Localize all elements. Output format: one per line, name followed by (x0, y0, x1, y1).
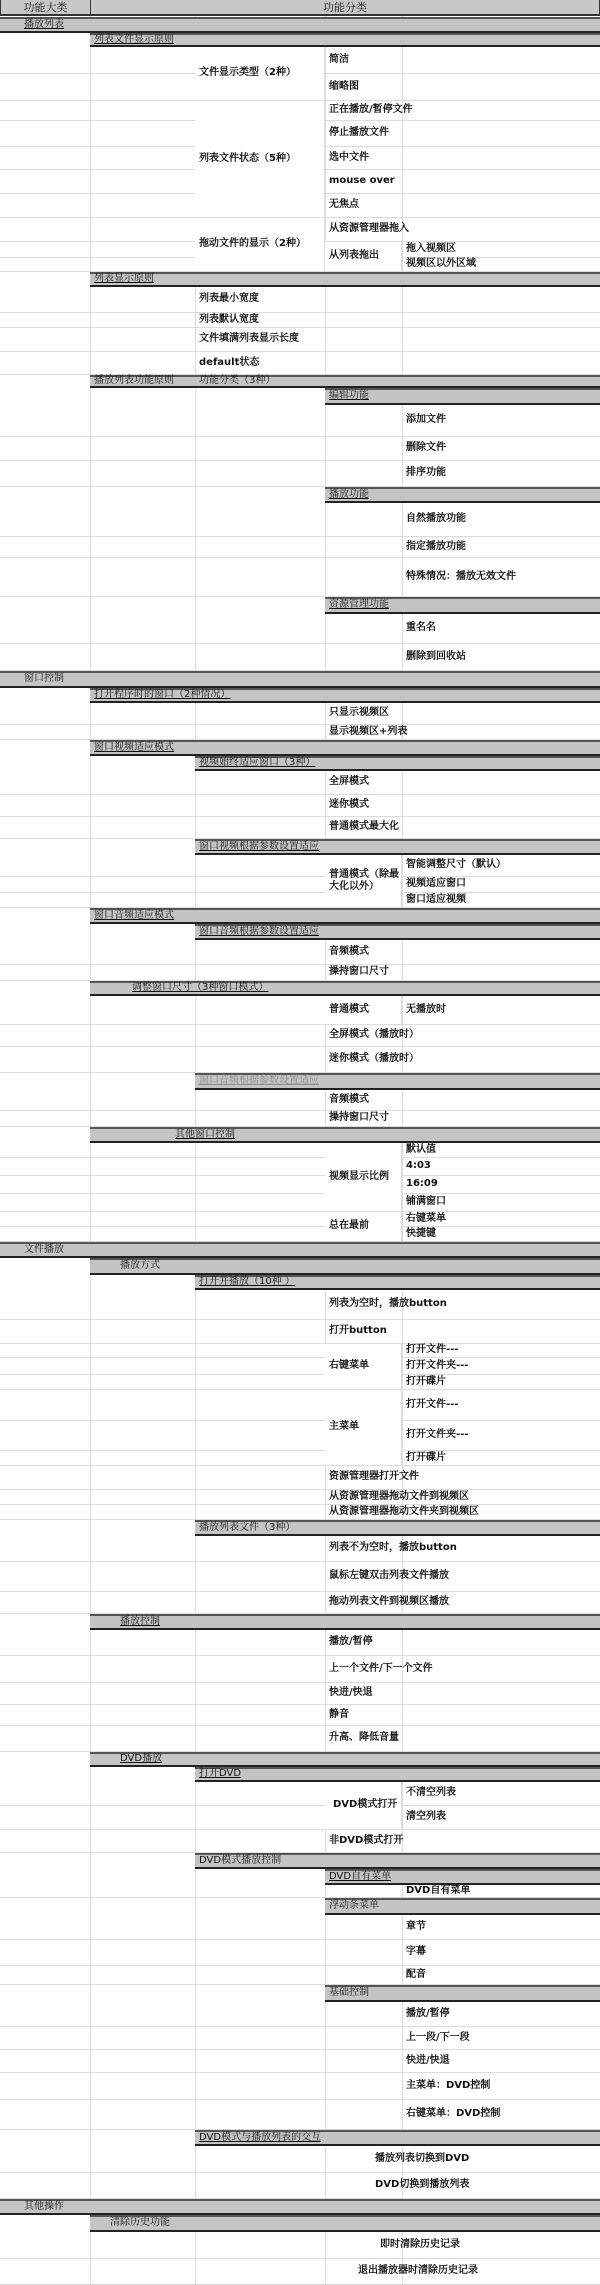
gridline (0, 1319, 325, 1320)
list-item[interactable] (325, 121, 600, 147)
cell-text: 视频始终适应窗口（3种） (199, 757, 316, 769)
cell-text: 配音 (406, 1968, 426, 1980)
list-item[interactable] (402, 2073, 600, 2100)
cell-text: 上一个文件/下一个文件 (329, 1662, 433, 1674)
cell-text: 操持窗口尺寸 (329, 966, 389, 978)
group-cell[interactable] (325, 1390, 402, 1466)
section-header[interactable] (90, 981, 600, 996)
cell-text: 播放/暂停 (329, 1636, 373, 1648)
section-header[interactable] (325, 1869, 600, 1885)
list-item[interactable] (325, 795, 600, 817)
list-item[interactable] (402, 1375, 600, 1390)
list-item[interactable] (325, 771, 600, 795)
list-item[interactable] (325, 1705, 600, 1726)
list-item[interactable] (325, 1025, 600, 1047)
list-item[interactable] (402, 437, 600, 461)
list-item[interactable] (402, 242, 600, 258)
column-header-category[interactable]: 功能大类 (0, 0, 91, 16)
gridline (0, 2072, 402, 2073)
cell-text: 打开button (329, 1325, 387, 1337)
section-label[interactable] (195, 375, 600, 388)
list-item[interactable] (402, 1421, 600, 1451)
cell-text: 操持窗口尺寸 (329, 1112, 389, 1124)
gridline (0, 1110, 325, 1111)
cell-text: 播放功能 (329, 488, 369, 500)
gridline (0, 312, 195, 313)
cell-text: 即时清除历史记录 (380, 2238, 460, 2250)
list-item[interactable] (402, 1344, 600, 1358)
cell-text: 从资源管理器拖动文件夹到视频区 (329, 1505, 479, 1517)
cell-text: 正在播放/暂停文件 (329, 104, 413, 116)
cell-text: 全屏模式（播放时） (329, 1029, 419, 1041)
list-item[interactable] (402, 2002, 600, 2027)
cell-text: 资源管理器打开文件 (329, 1471, 419, 1483)
cell-text: 4:03 (406, 1160, 431, 1172)
list-item[interactable] (325, 1830, 600, 1853)
cell-text: 打开程序时的窗口（2种情况） (94, 689, 231, 701)
list-item[interactable] (195, 287, 600, 313)
gridline (0, 1939, 402, 1940)
cell-text: 打开文件--- (406, 1398, 459, 1410)
list-item[interactable] (402, 1176, 600, 1194)
cell-text: 迷你模式（播放时） (329, 1053, 419, 1065)
list-item[interactable] (325, 725, 600, 740)
list-item[interactable] (325, 965, 600, 981)
cell-text: 文件显示类型（2种） (199, 67, 296, 79)
cell-text: 播放列表 (24, 18, 64, 30)
section-header[interactable] (325, 1985, 600, 2002)
list-item[interactable] (402, 2027, 600, 2050)
cell-text: 铺满窗口 (406, 1196, 446, 1208)
list-item[interactable] (325, 2259, 600, 2285)
cell-text: 调整窗口尺寸（3种窗口模式） (132, 982, 269, 994)
list-item[interactable] (325, 1466, 600, 1490)
list-item[interactable] (402, 461, 600, 487)
section-header[interactable] (90, 1258, 600, 1275)
cell-text: 无播放时 (406, 1003, 446, 1015)
list-item[interactable] (402, 1885, 600, 1898)
cell-text: 主菜单：DVD控制 (406, 2079, 491, 2091)
list-item[interactable] (325, 1683, 600, 1705)
gridline (0, 1561, 325, 1562)
list-item[interactable] (325, 1562, 600, 1592)
list-item[interactable] (325, 2232, 600, 2259)
list-item[interactable] (325, 1592, 600, 1614)
cell-text: 不清空列表 (406, 1787, 456, 1799)
section-header[interactable] (0, 2199, 600, 2215)
section-header[interactable] (0, 671, 600, 688)
cell-text: 从列表拖出 (329, 250, 379, 262)
cell-text: 只显示视频区 (329, 707, 389, 719)
cell-text: 播放列表文件（3种） (199, 1521, 296, 1533)
cell-text: mouse over (329, 175, 395, 187)
list-item[interactable] (325, 1630, 600, 1656)
cell-text: 音频模式 (329, 945, 369, 957)
cell-text: 鼠标左键双击列表文件播放 (329, 1570, 449, 1582)
section-header[interactable] (90, 2215, 600, 2232)
cell-text: 基础控制 (329, 1987, 369, 1999)
cell-text: 排序功能 (406, 467, 446, 479)
list-item[interactable] (402, 1915, 600, 1940)
list-item[interactable] (402, 1158, 600, 1176)
cell-text: 编辑功能 (329, 390, 369, 402)
list-item[interactable] (195, 328, 600, 352)
gridline (0, 1489, 325, 1490)
list-item[interactable] (402, 1966, 600, 1985)
gridline (0, 436, 402, 437)
list-item[interactable] (325, 1505, 600, 1520)
cell-text: 视频适应窗口 (406, 878, 466, 890)
list-item[interactable] (402, 996, 600, 1025)
cell-text: 快捷键 (406, 1227, 436, 1239)
list-item[interactable] (325, 1490, 600, 1505)
gridline (0, 1343, 325, 1344)
gridline (0, 351, 195, 352)
cell-text: 打开文件--- (406, 1344, 459, 1356)
cell-text: DVD播放 (120, 1753, 163, 1765)
gridline (0, 1704, 325, 1705)
cell-text: 显示视频区+列表 (329, 725, 408, 737)
cell-text: DVD自有菜单 (329, 1870, 392, 1882)
cell-text: DVD切换到播放列表 (375, 2179, 470, 2191)
gridline (0, 1725, 325, 1726)
section-header[interactable] (90, 908, 600, 924)
gridline (0, 1046, 325, 1047)
list-item[interactable] (325, 101, 600, 121)
cell-text: 列表文件状态（5种） (199, 152, 296, 164)
list-item[interactable] (402, 1227, 600, 1242)
cell-text: 全屏模式 (329, 776, 369, 788)
cell-text: 功能分类（3种） (199, 375, 276, 387)
cell-text: 缩略图 (329, 80, 359, 92)
cell-text: 打开并播放（10种 ） (199, 1276, 295, 1288)
list-item[interactable] (402, 1940, 600, 1966)
cell-text: DVD模式打开 (333, 1799, 398, 1811)
section-header[interactable] (195, 1073, 600, 1090)
list-item[interactable] (325, 1290, 600, 1320)
column-header-subcategory[interactable]: 功能分类 (91, 0, 600, 16)
cell-text: 列表默认宽度 (199, 313, 259, 325)
gridline (0, 1591, 325, 1592)
section-header[interactable] (325, 388, 600, 405)
group-cell[interactable] (325, 1212, 402, 1242)
gridline (0, 794, 325, 795)
list-item[interactable] (402, 1358, 600, 1375)
cell-text: 打开碟片 (406, 1451, 446, 1463)
section-header[interactable] (195, 1853, 600, 1869)
section-header[interactable] (90, 33, 600, 47)
group-cell[interactable] (325, 855, 402, 908)
cell-text: 窗口视频根据参数设置适应 (199, 840, 319, 852)
list-item[interactable] (402, 1451, 600, 1466)
list-item[interactable] (195, 352, 600, 375)
group-cell[interactable] (195, 101, 325, 218)
list-item[interactable] (402, 1390, 600, 1421)
cell-text: 列表文件显示原则 (94, 33, 174, 45)
cell-text: 从资源管理器拖动文件到视频区 (329, 1490, 469, 1502)
cell-text: 静音 (329, 1708, 349, 1720)
list-item[interactable] (325, 2173, 600, 2199)
cell-text: 窗口音频根据参数设置适应 (199, 1075, 319, 1087)
section-header[interactable] (195, 1767, 600, 1782)
group-cell[interactable] (325, 1143, 402, 1212)
gridline (0, 536, 402, 537)
gridline (0, 1504, 325, 1505)
cell-text: 清除历史功能 (110, 2217, 170, 2229)
cell-text: 其他操作 (24, 2200, 64, 2212)
group-cell[interactable] (195, 47, 325, 101)
list-item[interactable] (325, 170, 600, 194)
list-item[interactable] (325, 2146, 600, 2173)
cell-text: 从资源管理器拖入 (329, 223, 409, 235)
gridline (0, 327, 195, 328)
list-item[interactable] (325, 1726, 600, 1752)
list-item[interactable] (325, 1047, 600, 1073)
list-item[interactable] (402, 558, 600, 597)
list-item[interactable] (402, 1194, 600, 1212)
cell-text: 上一段/下一段 (406, 2031, 470, 2043)
gridline (0, 964, 325, 965)
list-item[interactable] (402, 258, 600, 272)
cell-text: 升高、降低音量 (329, 1732, 399, 1744)
cell-text: 列表最小宽度 (199, 293, 259, 305)
cell-text: 普通模式 (329, 1003, 369, 1015)
section-header[interactable] (325, 597, 600, 614)
group-cell[interactable] (195, 218, 325, 272)
cell-text: 添加文件 (406, 414, 446, 426)
cell-text: 列表不为空时，播放button (329, 1542, 457, 1554)
group-cell[interactable] (325, 242, 402, 272)
gridline (0, 1655, 325, 1656)
cell-text: 打开DVD (199, 1768, 242, 1780)
list-item[interactable] (402, 537, 600, 558)
cell-text: DVD自有菜单 (406, 1884, 471, 1896)
section-header[interactable] (195, 2130, 600, 2146)
list-item[interactable] (325, 194, 600, 218)
section-header[interactable] (90, 1752, 600, 1767)
cell-text: 播放方式 (120, 1260, 160, 1272)
cell-text: 播放控制 (120, 1615, 160, 1627)
cell-text: default状态 (199, 356, 260, 368)
cell-text: 拖动列表文件到视频区播放 (329, 1596, 449, 1608)
section-header[interactable] (0, 1242, 600, 1258)
list-item[interactable] (325, 1111, 600, 1127)
cell-text: 自然播放功能 (406, 513, 466, 525)
section-header[interactable] (195, 839, 600, 855)
group-cell[interactable] (325, 1782, 402, 1830)
cell-text: 智能调整尺寸（默认） (406, 859, 506, 871)
cell-text: 简洁 (329, 53, 349, 65)
cell-text: 音频模式 (329, 1093, 369, 1105)
cell-text: 总在最前 (329, 1220, 369, 1232)
section-header[interactable] (195, 924, 600, 940)
cell-text: 停止播放文件 (329, 127, 389, 139)
cell-text: 打开文件夹--- (406, 1359, 469, 1371)
list-item[interactable] (402, 893, 600, 908)
section-header[interactable] (90, 272, 600, 287)
cell-text: 列表显示原则 (94, 273, 154, 285)
list-item[interactable] (325, 147, 600, 170)
section-header[interactable] (90, 1614, 600, 1630)
cell-text: 右键菜单：DVD控制 (406, 2108, 501, 2120)
gridline (0, 2026, 402, 2027)
cell-text: 窗口视频适应模式 (94, 741, 174, 753)
cell-text: 重名名 (406, 622, 436, 634)
cell-text: 无焦点 (329, 199, 359, 211)
cell-text: 文件播放 (24, 1243, 64, 1255)
cell-text: 右键菜单 (406, 1212, 446, 1224)
cell-text: 拖动文件的显示（2种） (199, 238, 306, 250)
cell-text: 播放列表功能原则 (94, 375, 174, 387)
cell-text: 播放列表切换到DVD (375, 2152, 470, 2164)
list-item[interactable] (402, 644, 600, 671)
cell-text: 非DVD模式打开 (329, 1834, 404, 1846)
gridline (0, 2258, 325, 2259)
cell-text: 资源管理功能 (329, 599, 389, 611)
cell-text: 窗口音频适应模式 (94, 909, 174, 921)
cell-text: 视频显示比例 (329, 1170, 389, 1182)
gridline (0, 460, 402, 461)
section-header[interactable] (195, 756, 600, 771)
cell-text: 拖入视频区 (406, 243, 456, 255)
list-item[interactable] (402, 1212, 600, 1227)
cell-text: 窗口适应视频 (406, 893, 466, 905)
cell-text: 打开文件夹--- (406, 1429, 469, 1441)
cell-text: 默认值 (406, 1143, 436, 1155)
gridline (0, 1965, 402, 1966)
section-header[interactable] (90, 740, 600, 756)
list-item[interactable] (325, 218, 600, 242)
list-item[interactable] (325, 817, 600, 839)
cell-text: 窗口控制 (24, 673, 64, 685)
cell-text: 普通模式（除最大化以外） (329, 868, 399, 892)
group-cell[interactable] (325, 996, 402, 1025)
gridline (0, 2049, 402, 2050)
list-item[interactable] (402, 1782, 600, 1806)
section-header[interactable] (90, 1127, 600, 1143)
list-item[interactable] (325, 703, 600, 725)
list-item[interactable] (195, 313, 600, 328)
list-item[interactable] (402, 503, 600, 537)
cell-text: 视频区以外区域 (406, 258, 476, 270)
section-header[interactable] (195, 1275, 600, 1290)
cell-text: 其他窗口控制 (175, 1128, 235, 1140)
cell-text: 列表为空时，播放button (329, 1298, 447, 1310)
cell-text: 迷你模式 (329, 799, 369, 811)
section-header[interactable] (325, 487, 600, 503)
cell-text: 播放/暂停 (406, 2007, 450, 2019)
list-item[interactable] (402, 877, 600, 893)
gridline (0, 724, 325, 725)
list-item[interactable] (325, 1536, 600, 1562)
cell-text: 退出播放器时清除历史记录 (358, 2265, 478, 2277)
list-item[interactable] (325, 74, 600, 101)
list-item[interactable] (325, 47, 600, 74)
list-item[interactable] (402, 855, 600, 877)
cell-text: 删除到回收站 (406, 650, 466, 662)
cell-text: 窗口音频根据参数设置适应 (199, 925, 319, 937)
cell-text: 快进/快退 (406, 2054, 450, 2066)
cell-text: DVD模式播放控制 (199, 1854, 282, 1866)
cell-text: 字幕 (406, 1946, 426, 1958)
cell-text: 指定播放功能 (406, 540, 466, 552)
list-item[interactable] (402, 2050, 600, 2073)
list-item[interactable] (402, 1806, 600, 1830)
section-header[interactable] (0, 17, 600, 33)
cell-text: 打开碟片 (406, 1375, 446, 1387)
gridline (0, 2099, 402, 2100)
cell-text: 16:09 (406, 1178, 438, 1190)
gridline (0, 643, 402, 644)
cell-text: 特殊情况：播放无效文件 (406, 570, 516, 582)
cell-text: 右键菜单 (329, 1360, 369, 1372)
list-item[interactable] (402, 614, 600, 644)
list-item[interactable] (325, 1320, 600, 1344)
list-item[interactable] (325, 1656, 600, 1683)
gridline (0, 816, 325, 817)
cell-text: 文件填满列表显示长度 (199, 333, 299, 345)
list-item[interactable] (402, 1143, 600, 1158)
cell-text: 普通模式最大化 (329, 821, 399, 833)
cell-text: 快进/快退 (329, 1687, 373, 1699)
cell-text: 删除文件 (406, 442, 446, 454)
section-header[interactable] (90, 688, 600, 703)
list-item[interactable] (402, 405, 600, 437)
gridline (0, 2172, 325, 2173)
list-item[interactable] (325, 1090, 600, 1111)
cell-text: 章节 (406, 1920, 426, 1932)
list-item[interactable] (402, 2100, 600, 2130)
section-header[interactable] (195, 1520, 600, 1536)
cell-text: 选中文件 (329, 151, 369, 163)
cell-text: 浮动条菜单 (329, 1900, 379, 1912)
gridline (0, 557, 402, 558)
cell-text: 主菜单 (329, 1421, 359, 1433)
cell-text: DVD模式与播放列表的交互 (199, 2131, 322, 2143)
gridline (0, 1682, 325, 1683)
section-header[interactable] (325, 1898, 600, 1915)
group-cell[interactable] (325, 1344, 402, 1390)
list-item[interactable] (325, 940, 600, 965)
cell-text: 清空列表 (406, 1811, 446, 1823)
